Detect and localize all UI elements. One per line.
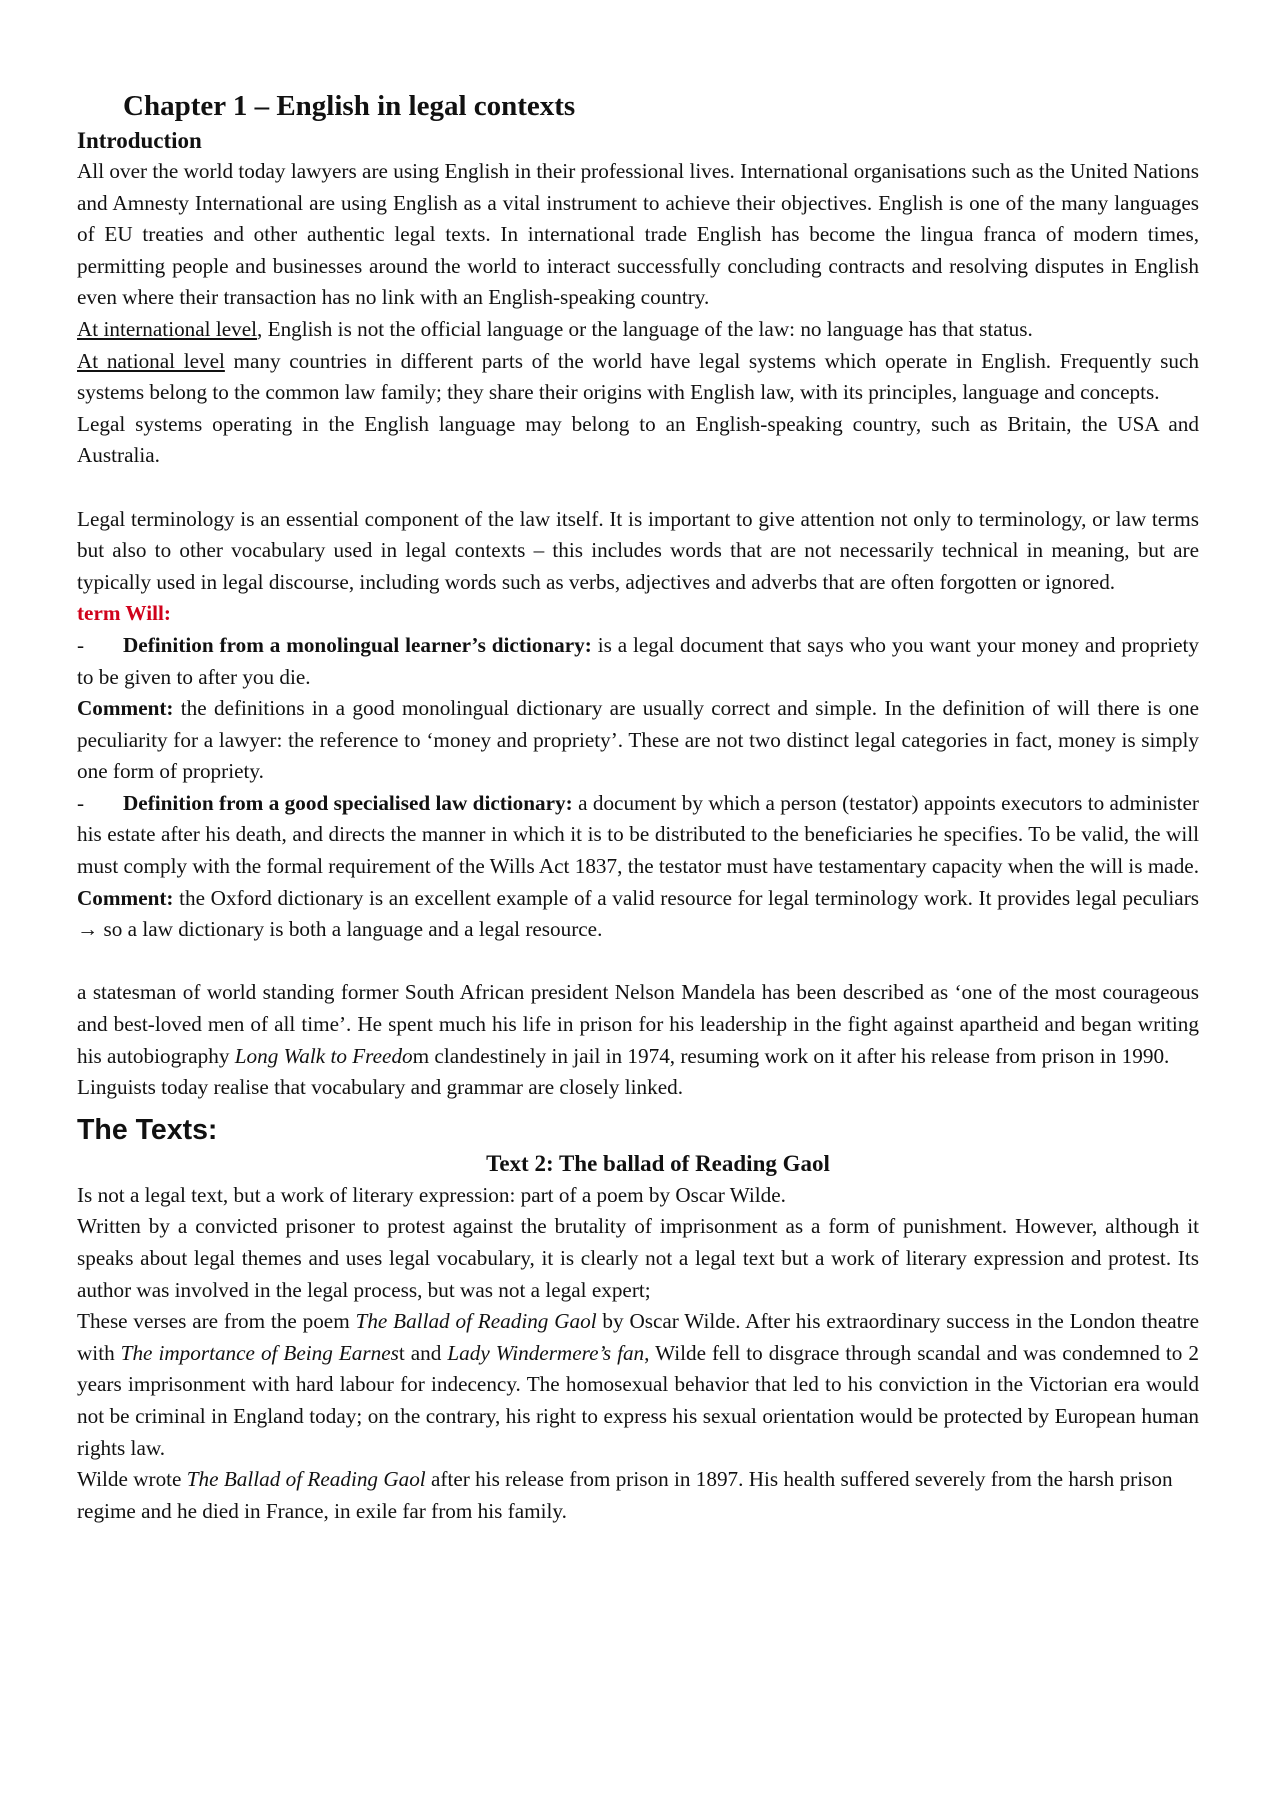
text-2-paragraph-1: Is not a legal text, but a work of literary expression: part of a poem by Oscar Wilde.: [77, 1182, 786, 1207]
linguists-paragraph: Linguists today realise that vocabulary and grammar are closely linked.: [77, 1075, 683, 1100]
definition-2-text: a document by which a person (testator) appoints executors to administer his estate after his death, and directs the manner in which it is to be distributed to the beneficiaries he specifies. To be valid, the will must comply with the formal requirement of the Wills Act 1837, the testator must have testamentary capacity when the will is made.: [77, 790, 1199, 879]
verses-text-c: t and: [398, 1340, 448, 1365]
chapter-title: Chapter 1 – English in legal contexts: [123, 90, 576, 122]
national-level-paragraph: [77, 346, 1199, 409]
ballad-title: The Ballad of Reading Gaol: [355, 1309, 597, 1334]
comment-1-text: the definitions in a good monolingual dictionary are usually correct and simple. In the definition of will there is one peculiarity for a lawyer: the reference to ‘money and propriety’. These are not two distinct legal categories in fact, money is simply one form of propriety.: [77, 696, 1199, 784]
spacer: [77, 472, 1199, 504]
comment-2-paragraph: [77, 883, 1199, 946]
wilde-paragraph: [77, 1464, 1199, 1527]
dash-bullet: -: [77, 790, 85, 815]
introduction-heading: Introduction: [77, 128, 202, 153]
earnest-title: The importance of Being Earnes: [120, 1340, 399, 1365]
national-level-label: At national level: [77, 348, 225, 373]
comment-label: Comment:: [77, 696, 174, 721]
document-page: [77, 86, 1199, 1527]
dash-bullet: -: [77, 632, 85, 657]
term-will-heading: term Will:: [77, 601, 171, 626]
texts-heading: The Texts:: [77, 1113, 218, 1146]
international-level-text: , English is not the official language or the language of the law: no language has that status.: [257, 316, 1033, 341]
wilde-text-a: Wilde wrote: [77, 1467, 187, 1492]
definition-1-paragraph: [77, 630, 1199, 693]
verses-text-a: These verses are from the poem: [77, 1309, 356, 1334]
verses-text-b: by Oscar Wilde. After his extraordinary success in the London theatre with: [77, 1309, 1199, 1365]
verses-text-d: , Wilde fell to disgrace through scandal and was condemned to 2 years imprisonment with hard labour for indecency. The homosexual behavior that led to his conviction in the Victorian era would not be criminal in England today; on the contrary, his right to express his sexual orientation would be protected by European human rights law.: [77, 1340, 1199, 1460]
definition-2-label: Definition from a good specialised law dictionary:: [123, 790, 573, 815]
intro-paragraph: All over the world today lawyers are using English in their professional lives. International organisations such as the United Nations and Amnesty International are using English as a vital instrument to achieve their objectives. English is one of the many languages of EU treaties and other authentic legal texts. In international trade English has become the lingua franca of modern times, permitting people and businesses around the world to interact successfully concluding contracts and resolving disputes in English even where their transaction has no link with an English-speaking country.: [77, 159, 1199, 310]
text-2-paragraph-2: Written by a convicted prisoner to protest against the brutality of imprisonment as a form of punishment. However, although it speaks about legal themes and uses legal vocabulary, it is clearly not a legal text but a work of literary expression and protest. Its author was involved in the legal process, but was not a legal expert;: [77, 1214, 1199, 1302]
national-level-text: many countries in different parts of the world have legal systems which operate in English. Frequently such systems belong to the common law family; they share their origins with English law, with its principles, language and concepts.: [77, 348, 1199, 405]
mandela-text-end: m clandestinely in jail in 1974, resuming work on it after his release from prison in 1990.: [412, 1043, 1170, 1068]
windermere-title: Lady Windermere’s fan: [447, 1340, 645, 1365]
legal-systems-paragraph: Legal systems operating in the English language may belong to an English-speaking country, such as Britain, the USA and Australia.: [77, 411, 1199, 468]
mandela-paragraph: [77, 977, 1199, 1072]
comment-2-text: the Oxford dictionary is an excellent example of a valid resource for legal terminology work. It provides legal peculiars → so a law dictionary is both a language and a legal resource.: [77, 885, 1199, 942]
terminology-paragraph: Legal terminology is an essential component of the law itself. It is important to give attention not only to terminology, or law terms but also to other vocabulary used in legal contexts – this includes words that are not necessarily technical in meaning, but are typically used in legal discourse, including words such as verbs, adjectives and adverbs that are often forgotten or ignored.: [77, 506, 1199, 594]
comment-1-paragraph: [77, 693, 1199, 788]
international-level-paragraph: [77, 314, 1199, 346]
spacer: [77, 946, 1199, 978]
verses-paragraph: [77, 1306, 1199, 1464]
mandela-book-title: Long Walk to Freedo: [234, 1043, 413, 1068]
mandela-text-start: a statesman of world standing former South African president Nelson Mandela has been described as ‘one of the most courageous and best-loved men of all time’. He spent much his life in prison for his leadership in the fight against apartheid and began writing his autobiography: [77, 980, 1199, 1068]
definition-1-label: Definition from a monolingual learner’s dictionary:: [123, 632, 592, 657]
definition-1-text: is a legal document that says who you want your money and propriety to be given to after you die.: [77, 632, 1199, 689]
wilde-text-b: after his release from prison in 1897. His health suffered severely from the harsh prison regime and he died in France, in exile far from his family.: [77, 1467, 1173, 1523]
international-level-label: At international level: [77, 316, 258, 341]
comment-label: Comment:: [77, 885, 174, 910]
definition-2-paragraph: [77, 788, 1199, 883]
ballad-title-2: The Ballad of Reading Gaol: [186, 1467, 426, 1492]
text-2-heading: Text 2: The ballad of Reading Gaol: [486, 1150, 830, 1176]
